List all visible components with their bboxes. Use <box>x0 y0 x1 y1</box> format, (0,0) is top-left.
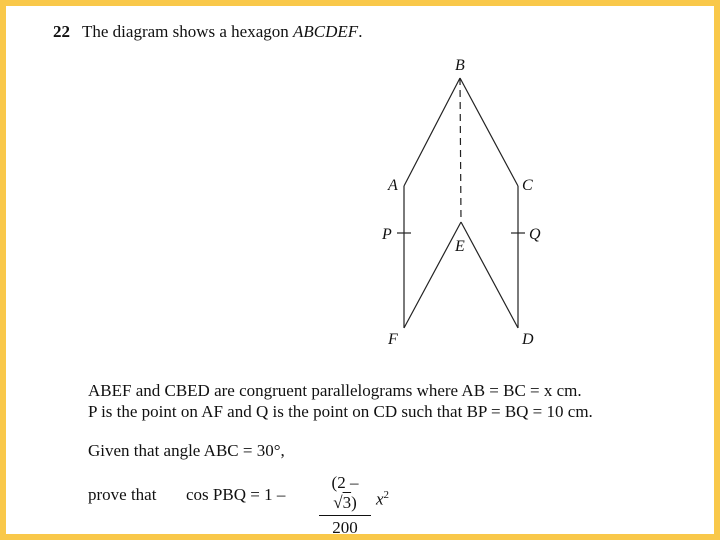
statement-line-2: P is the point on AF and Q is the point on CD such that BP = BQ = 10 cm. <box>88 402 593 421</box>
fraction-bar <box>319 515 371 516</box>
intro-suffix: . <box>358 22 363 41</box>
numerator-open: (2 – <box>331 473 359 492</box>
edge-ef <box>404 222 461 328</box>
prove-label: prove that <box>88 485 157 504</box>
label-c: C <box>522 177 533 194</box>
edge-bc <box>460 78 518 186</box>
given-line: Given that angle ABC = 30°, <box>88 441 285 460</box>
edge-de <box>461 222 518 328</box>
formula-fraction <box>319 473 371 538</box>
label-e: E <box>455 238 465 255</box>
label-b: B <box>455 57 465 74</box>
sqrt-symbol: √ <box>333 493 343 512</box>
formula-variable <box>376 485 389 510</box>
exponent: 2 <box>383 489 390 501</box>
statement-line-1: ABEF and CBED are congruent parallelograms where AB = BC = x cm. <box>88 381 582 400</box>
label-d: D <box>522 331 534 348</box>
numerator-root: 3 <box>342 493 352 512</box>
label-a: A <box>388 177 398 194</box>
label-f: F <box>388 331 398 348</box>
formula-lhs: cos PBQ = 1 – <box>186 485 286 504</box>
hexagon-name: ABCDEF <box>293 22 359 41</box>
variable-x: x <box>376 489 384 509</box>
fraction-numerator <box>319 473 371 513</box>
numerator-close: ) <box>351 493 357 512</box>
edge-ab <box>404 78 460 186</box>
intro-prefix: The diagram shows a hexagon <box>82 22 294 41</box>
edge-be-dashed <box>460 78 461 222</box>
label-p: P <box>382 226 392 243</box>
fraction-denominator: 200 <box>332 518 358 537</box>
question-number: 22 <box>53 22 70 41</box>
label-q: Q <box>529 226 541 243</box>
